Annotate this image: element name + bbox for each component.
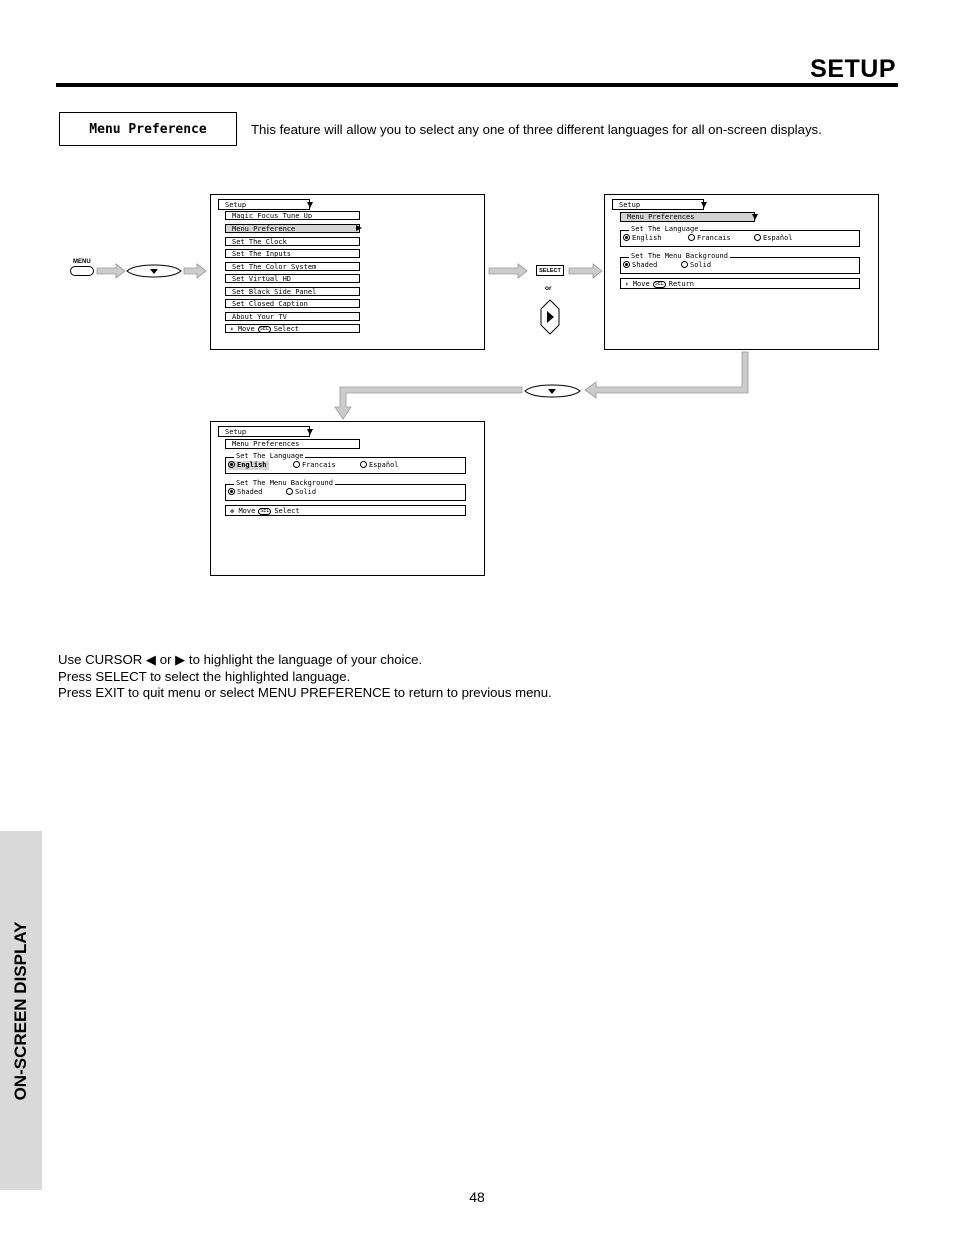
flow-arrow-2 xyxy=(184,264,206,278)
sel-icon: SEL xyxy=(259,326,269,332)
menu-header xyxy=(218,426,310,437)
radio-icon xyxy=(688,234,695,241)
option-text: Francais xyxy=(302,461,336,469)
sel-icon: SEL xyxy=(260,508,270,514)
cursor-down-button-2[interactable] xyxy=(524,384,581,398)
four-way-arrow-icon: ✥ xyxy=(230,507,235,515)
submenu-title: Menu Preferences xyxy=(620,212,755,222)
language-option-francais[interactable] xyxy=(293,461,336,470)
menu-button-label: MENU xyxy=(73,259,91,265)
radio-icon xyxy=(754,234,761,241)
header-arrow-icon xyxy=(307,202,313,208)
flow-arrow-3 xyxy=(489,264,527,278)
language-group-label: Set The Language xyxy=(631,225,699,233)
radio-selected-icon xyxy=(228,461,235,468)
option-text: Solid xyxy=(690,261,712,269)
updown-arrow-icon: ⬍ xyxy=(230,326,234,333)
language-option-espanol[interactable] xyxy=(754,234,793,243)
instruction-line: Press SELECT to select the highlighted language. xyxy=(58,668,351,684)
radio-icon xyxy=(681,261,688,268)
option-text: Shaded xyxy=(237,488,263,496)
background-group xyxy=(225,479,466,501)
footer-action: Return xyxy=(668,280,695,288)
updown-arrow-icon: ⬍ xyxy=(625,281,629,288)
flow-arrow-1 xyxy=(97,264,125,278)
flow-arrow-4 xyxy=(569,264,602,278)
header-arrow-icon xyxy=(307,429,313,435)
background-group-label: Set The Menu Background xyxy=(631,252,728,260)
option-text: Francais xyxy=(697,234,731,242)
option-text: English xyxy=(237,461,267,469)
option-text: Shaded xyxy=(632,261,658,269)
side-tab-label: ON-SCREEN DISPLAY xyxy=(11,921,30,1101)
menu-item-set-inputs[interactable]: Set The Inputs xyxy=(225,249,360,258)
language-select-screen xyxy=(210,421,485,576)
radio-icon xyxy=(293,461,300,468)
menu-header-text: Setup xyxy=(225,201,247,209)
select-button[interactable]: SELECT xyxy=(536,265,564,276)
language-group-label: Set The Language xyxy=(236,452,304,460)
menu-item-virtual-hd[interactable]: Set Virtual HD xyxy=(225,274,360,283)
menu-header xyxy=(218,199,310,210)
feature-description: This feature will allow you to select any one of three different languages for all on-screen displays. xyxy=(251,122,822,137)
language-group xyxy=(620,225,860,247)
page-title: SETUP xyxy=(810,55,896,83)
instruction-line: Press EXIT to quit menu or select MENU PREFERENCE to return to previous menu. xyxy=(58,685,552,700)
background-option-shaded[interactable] xyxy=(623,261,657,270)
feature-label: Menu Preference xyxy=(89,122,207,137)
or-label: or xyxy=(545,285,552,292)
page-number: 48 xyxy=(469,1189,485,1205)
menu-header-text: Setup xyxy=(619,201,641,209)
menu-footer xyxy=(225,324,360,333)
menu-item-magic-focus[interactable]: Magic Focus Tune Up xyxy=(225,211,360,220)
radio-icon xyxy=(360,461,367,468)
menu-item-about-tv[interactable]: About Your TV xyxy=(225,312,360,321)
flow-arrow-5 xyxy=(585,352,748,398)
option-text: English xyxy=(632,234,662,242)
language-option-english[interactable] xyxy=(228,461,269,470)
menu-header xyxy=(612,199,704,210)
language-option-francais[interactable] xyxy=(688,234,731,243)
footer-action: Select xyxy=(274,507,300,515)
background-option-solid[interactable] xyxy=(681,261,711,270)
radio-selected-icon xyxy=(228,488,235,495)
radio-selected-icon xyxy=(623,234,630,241)
cursor-right-button[interactable] xyxy=(539,299,561,335)
header-arrow-icon xyxy=(701,202,707,208)
setup-menu-screen xyxy=(210,194,485,350)
background-option-shaded[interactable] xyxy=(228,488,262,497)
submenu-arrow-icon xyxy=(752,214,758,220)
flow-arrow-6 xyxy=(335,387,522,419)
footer-move: Move xyxy=(632,280,650,288)
sel-icon: SEL xyxy=(654,281,664,287)
cursor-down-button[interactable] xyxy=(126,264,182,278)
footer-move: Move xyxy=(238,507,256,515)
background-group-label: Set The Menu Background xyxy=(236,479,333,487)
radio-icon xyxy=(286,488,293,495)
option-text: Español xyxy=(763,234,793,242)
submenu-title: Menu Preferences xyxy=(225,439,360,449)
menu-item-black-side-panel[interactable]: Set Black Side Panel xyxy=(225,287,360,296)
footer-action: Select xyxy=(273,325,300,333)
footer-move: Move xyxy=(237,325,255,333)
menu-footer xyxy=(620,278,860,289)
instruction-line: Use CURSOR ◀ or ▶ to highlight the language of your choice. xyxy=(58,652,423,667)
menu-item-menu-preference[interactable]: Menu Preference xyxy=(225,224,360,233)
menu-preferences-screen xyxy=(604,194,879,350)
menu-button[interactable] xyxy=(70,266,94,276)
option-text: Solid xyxy=(295,488,317,496)
background-option-solid[interactable] xyxy=(286,488,316,497)
language-group xyxy=(225,452,466,474)
selected-arrow-icon xyxy=(356,225,362,231)
instructions xyxy=(58,652,552,702)
language-option-espanol[interactable] xyxy=(360,461,399,470)
radio-selected-icon xyxy=(623,261,630,268)
menu-item-closed-caption[interactable]: Set Closed Caption xyxy=(225,299,360,308)
side-tab xyxy=(0,831,42,1190)
option-text: Español xyxy=(369,461,399,469)
background-group xyxy=(620,252,860,274)
menu-header-text: Setup xyxy=(225,428,247,436)
menu-item-color-system[interactable]: Set The Color System xyxy=(225,262,360,271)
language-option-english[interactable] xyxy=(623,234,662,243)
menu-item-set-clock[interactable]: Set The Clock xyxy=(225,237,360,246)
menu-footer xyxy=(225,505,466,516)
